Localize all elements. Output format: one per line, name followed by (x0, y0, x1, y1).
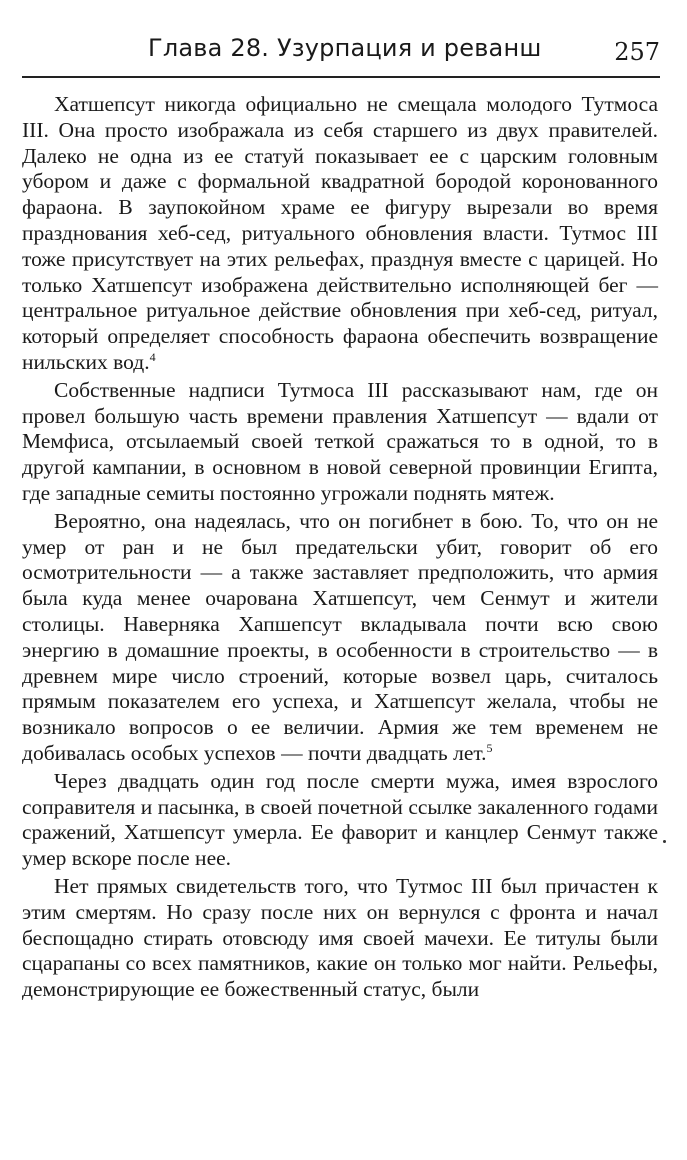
paragraph-text: Нет прямых свидетельств того, что Тутмос III был причастен к этим смертям. Но сразу после них он вернулся с фронта и начал беспощадно стирать отовсюду имя своей мачехи. Ее титулы были сцарапаны со всех памятников, какие он только мог найти. Рельефы, демонстрирующие ее божественный статус, были (22, 873, 658, 1002)
header-rule (22, 76, 660, 78)
paragraph-text: Хатшепсут никогда официально не смещала молодого Тутмоса III. Она просто изображала из себя старшего из двух правителей. Далеко не одна из ее статуй показывает ее с царским головным убором и даже с формальной квадратной бородой коронованного фараона. В заупокойном храме ее фигуру вырезали во время празднования хеб-сед, ритуального обновления власти. Тутмос III тоже присутствует на этих рельефах, празднуя вместе с царицей. Но только Хатшепсут изображена действительно исполняющей бег — центральное ритуальное действие обновления при хеб-сед, ритуал, который определяет способность фараона обеспечить возвращение нильских вод. (22, 92, 658, 374)
footnote-marker: 5 (486, 740, 493, 755)
chapter-title: Глава 28. Узурпация и реванш (148, 34, 542, 62)
paragraph-text: Вероятно, она надеялась, что он погибнет в бою. То, что он не умер от ран и не был предательски убит, говорит об его осмотрительности — а также заставляет предположить, что армия была куда менее очарована Хатшепсут, чем Сенмут и жители столицы. Наверняка Хапшепсут вкладывала почти всю свою энергию в домашние проекты, в особенности в строительство — в древнем мире число строений, которые возвел царь, считалось прямым показателем его успеха, и Хатшепсут желала, чтобы не возникало вопросов о ее величии. Армия же тем временем не добивалась особых успехов — почти двадцать лет. (22, 508, 658, 765)
paragraph (22, 769, 658, 872)
paragraph (22, 378, 658, 507)
page-number: 257 (614, 38, 660, 66)
footnote-marker: 4 (149, 349, 156, 364)
scan-speck (663, 840, 666, 843)
paragraph (22, 509, 658, 767)
body-text (22, 92, 658, 1005)
running-head (22, 30, 662, 70)
paragraph-text: Через двадцать один год после смерти мужа, имея взрослого соправителя и пасынка, в своей почетной ссылке закаленного годами сражений, Хатшепсут умерла. Ее фаворит и канцлер Сенмут также умер вскоре после нее. (22, 768, 658, 871)
paragraph (22, 92, 658, 376)
paragraph-text: Собственные надписи Тутмоса III рассказывают нам, где он провел большую часть времени правления Хатшепсут — вдали от Мемфиса, отсылаемый своей теткой сражаться то в одной, то в другой кампании, в основном в новой северной провинции Египта, где западные семиты постоянно угрожали поднять мятеж. (22, 377, 658, 505)
paragraph (22, 874, 658, 1003)
